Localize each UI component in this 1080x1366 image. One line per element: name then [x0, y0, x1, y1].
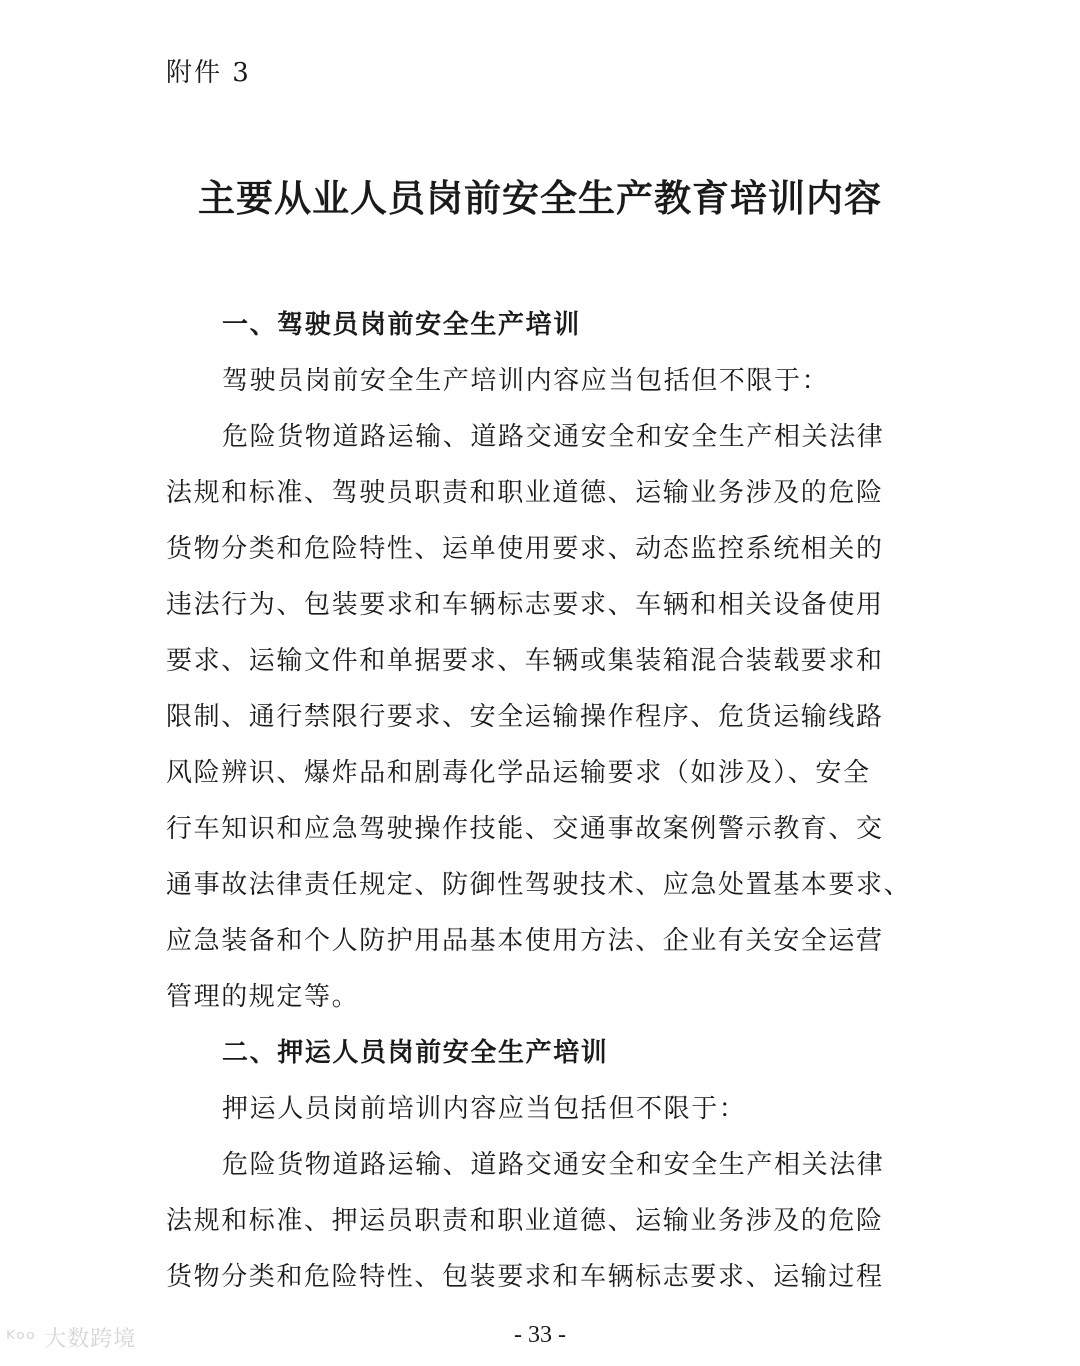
paragraph-line: 风险辨识、爆炸品和剧毒化学品运输要求（如涉及）、安全 — [166, 758, 871, 788]
paragraph-line: 要求、运输文件和单据要求、车辆或集装箱混合装载要求和 — [166, 646, 884, 676]
section-heading: 二、押运人员岗前安全生产培训 — [222, 1038, 609, 1068]
watermark-text: 大数跨境 — [44, 1327, 137, 1352]
section-intro: 押运人员岗前培训内容应当包括但不限于： — [222, 1094, 747, 1124]
paragraph-line: 应急装备和个人防护用品基本使用方法、企业有关安全运营 — [166, 926, 884, 956]
document-body — [166, 297, 926, 1305]
logo-icon: ᴷᵒᵒ — [6, 1327, 45, 1352]
paragraph-line: 货物分类和危险特性、运单使用要求、动态监控系统相关的 — [166, 534, 884, 564]
paragraph-line: 危险货物道路运输、道路交通安全和安全生产相关法律 — [222, 422, 885, 452]
paragraph-line: 行车知识和应急驾驶操作技能、交通事故案例警示教育、交 — [166, 814, 884, 844]
paragraph-line: 通事故法律责任规定、防御性驾驶技术、应急处置基本要求、 — [166, 870, 912, 900]
paragraph-line: 管理的规定等。 — [166, 982, 360, 1012]
paragraph-line: 违法行为、包装要求和车辆标志要求、车辆和相关设备使用 — [166, 590, 884, 620]
section-heading: 一、驾驶员岗前安全生产培训 — [222, 310, 581, 340]
paragraph-line: 危险货物道路运输、道路交通安全和安全生产相关法律 — [222, 1150, 885, 1180]
paragraph-line: 限制、通行禁限行要求、安全运输操作程序、危货运输线路 — [166, 702, 884, 732]
page-number: - 33 - — [514, 1322, 566, 1348]
paragraph-line: 法规和标准、驾驶员职责和职业道德、运输业务涉及的危险 — [166, 478, 884, 508]
paragraph-line: 货物分类和危险特性、包装要求和车辆标志要求、运输过程 — [166, 1262, 884, 1292]
document-title: 主要从业人员岗前安全生产教育培训内容 — [198, 177, 882, 220]
attachment-label: 附件 3 — [166, 58, 251, 88]
section-intro: 驾驶员岗前安全生产培训内容应当包括但不限于： — [222, 366, 830, 396]
paragraph-line: 法规和标准、押运员职责和职业道德、运输业务涉及的危险 — [166, 1206, 884, 1236]
